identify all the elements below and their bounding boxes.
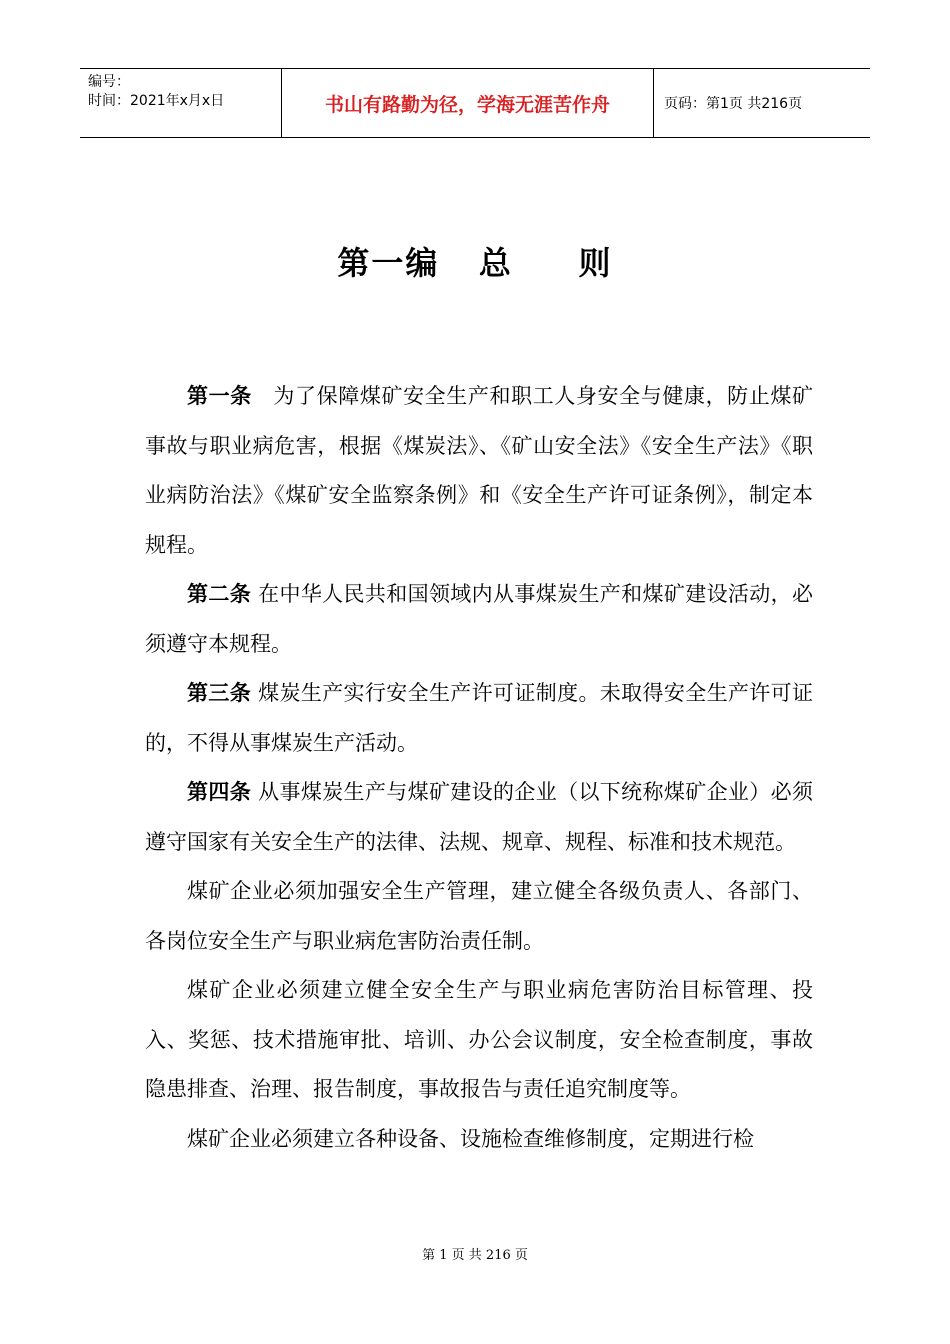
article-label: 第一条: [187, 384, 252, 408]
header-meta: [80, 69, 281, 137]
header-motto: 书山有路勤为径，学海无涯苦作舟: [281, 69, 654, 137]
paragraph: [145, 372, 813, 570]
document-body: [145, 372, 813, 1164]
article-label: 第二条: [187, 582, 252, 606]
paragraph-text: 从事煤炭生产与煤矿建设的企业（以下统称煤矿企业）必须遵守国家有关安全生产的法律、法规、规章、规程、标准和技术规范。: [145, 780, 813, 854]
paragraph: [145, 867, 813, 966]
paragraph-text: 煤矿企业必须加强安全生产管理，建立健全各级负责人、各部门、各岗位安全生产与职业病危害防治责任制。: [145, 879, 813, 953]
paragraph-text: 煤炭生产实行安全生产许可证制度。未取得安全生产许可证的，不得从事煤炭生产活动。: [145, 681, 813, 755]
paragraph: [145, 768, 813, 867]
page-footer: 第 1 页 共 216 页: [422, 1248, 528, 1263]
paragraph: [145, 1115, 813, 1165]
article-label: 第三条: [187, 681, 252, 705]
paragraph: [145, 966, 813, 1115]
page-title: 第一编 总 则: [337, 244, 613, 282]
time-label: 时间：2021年x月x日: [88, 93, 225, 109]
page-header: [80, 68, 870, 138]
paragraph-text: 煤矿企业必须建立各种设备、设施检查维修制度，定期进行检: [187, 1126, 754, 1151]
paragraph: [145, 570, 813, 669]
paragraph-text: 在中华人民共和国领域内从事煤炭生产和煤矿建设活动，必须遵守本规程。: [145, 582, 813, 656]
paragraph-text: 煤矿企业必须建立健全安全生产与职业病危害防治目标管理、投入、奖惩、技术措施审批、培训、办公会议制度，安全检查制度，事故隐患排查、治理、报告制度，事故报告与责任追究制度等。: [145, 978, 813, 1101]
article-label: 第四条: [187, 780, 252, 804]
paragraph-text: 为了保障煤矿安全生产和职工人身安全与健康，防止煤矿事故与职业病危害，根据《煤炭法》、《矿山安全法》《安全生产法》《职业病防治法》《煤矿安全监察条例》和《安全生产许可证条例》，制定本规程。: [145, 384, 814, 557]
number-label: 编号：: [88, 74, 130, 90]
header-page-info: 页码：第1页 共216页: [664, 96, 803, 112]
paragraph: [145, 669, 813, 768]
